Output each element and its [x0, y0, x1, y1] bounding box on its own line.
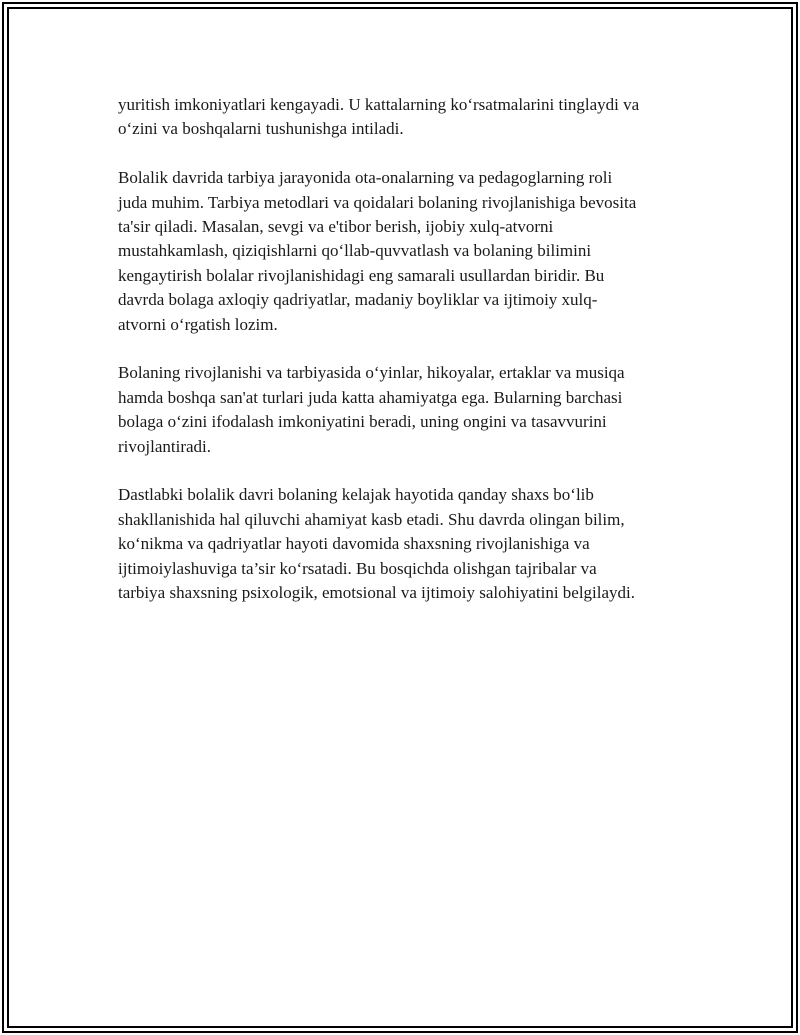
paragraph-4: Dastlabki bolalik davri bolaning kelajak hayotida qanday shaxs bo‘lib shakllanishida hal qiluvchi ahamiyat kasb etadi. Shu davrda olingan bilim, ko‘nikma va qadriyatlar hayoti davomida shaxsning rivojlanishiga va ijtimoiylashuviga ta’sir ko‘rsatadi. Bu bosqichda olishgan tajribalar va tarbiya shaxsning psixologik, emotsional va ijtimoiy salohiyatini belgilaydi.	[118, 485, 636, 603]
paragraph-3: Bolaning rivojlanishi va tarbiyasida o‘yinlar, hikoyalar, ertaklar va musiqa hamda boshqa san'at turlari juda katta ahamiyatga ega. Bularning barchasi bolaga o‘zini ifodalash imkoniyatini beradi, uning ongini va tasavvurini rivojlantiradi.	[118, 363, 625, 456]
page-content	[118, 93, 698, 630]
paragraph-2: Bolalik davrida tarbiya jarayonida ota-onalarning va pedagoglarning roli juda muhim. Tarbiya metodlari va qoidalari bolaning rivojlanishiga bevosita ta'sir qiladi. Masalan, sevgi va e'tibor berish, ijobiy xulq-atvorni mustahkamlash, qiziqishlarni qo‘llab-quvvatlash va bolaning bilimini kengaytirish bolalar rivojlanishidagi eng samarali usullardan biridir. Bu davrda bolaga axloqiy qadriyatlar, madaniy boyliklar va ijtimoiy xulq- atvorni o‘rgatish lozim.	[118, 168, 637, 334]
paragraph-1: yuritish imkoniyatlari kengayadi. U kattalarning ko‘rsatmalarini tinglaydi va o‘zini va boshqalarni tushunishga intiladi.	[118, 95, 640, 139]
